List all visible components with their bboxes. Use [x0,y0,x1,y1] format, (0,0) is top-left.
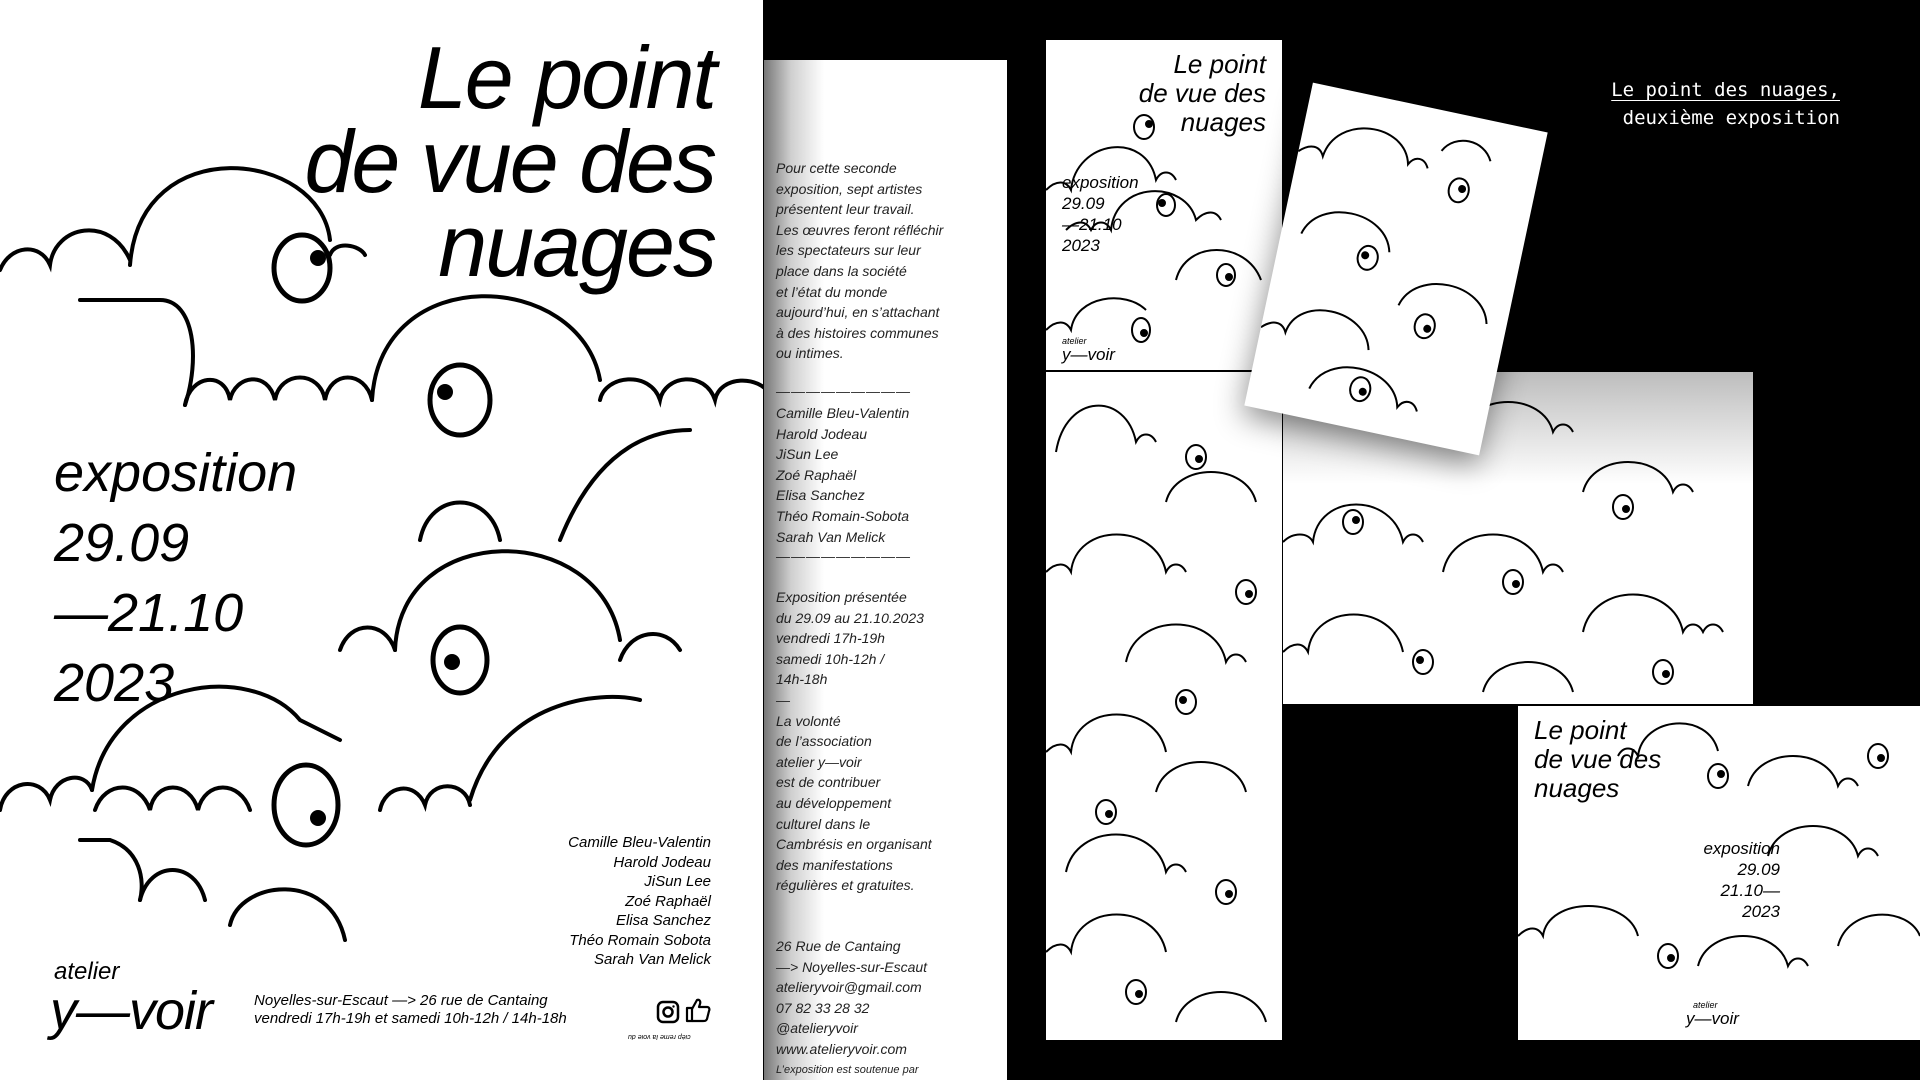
landscape-poster [1518,706,1920,1040]
artist-name: Zoé Raphaël [625,892,711,910]
artist-name: Sarah Van Melick [594,951,711,968]
artist-name: Elisa Sanchez [615,912,711,929]
intro-text: Pour cette seconde exposition, sept artistes présentent leur travail. Les œuvres feront réfléchir les spectateurs sur leur place dans la société et l’état du monde aujourd’hui, en s’attachant à des histoires communes ou intimes. [776,160,944,362]
title-line: Le point [417,28,715,127]
artist-list [451,833,711,970]
year: 2023 [1062,236,1100,255]
small-brand-top: atelier [1062,336,1087,346]
caption-line-2: deuxième exposition [1622,107,1840,129]
expo-label: exposition [1062,173,1139,192]
artist-name: Harold Jodeau [613,853,711,871]
title-line: de vue des [1534,744,1662,774]
title-line: nuages [1534,773,1620,803]
info-leaflet [764,60,1007,1080]
title-line: nuages [438,196,715,295]
landscape-brand-bottom: y—voir [1686,1009,1739,1028]
end-date: 21.10— [1720,881,1780,900]
brand-atelier: atelier [54,958,120,985]
exhibition-dates [54,438,297,718]
start-date: 29.09 [54,513,190,573]
caption [1570,76,1840,132]
title-line: Le point [1173,49,1266,79]
title-line: de vue des [1138,78,1266,108]
main-poster [0,0,763,1080]
caption-line-1: Le point des nuages, [1611,79,1840,101]
divider: ————————— [776,383,911,399]
credit-line: ciép reme la voie du [628,1033,691,1040]
contact-info: 26 Rue de Cantaing —> Noyelles-sur-Escaut atelieryvoir@gmail.com 07 82 33 28 32 @atelieryvoir www.atelieryvoir.com [776,938,928,1057]
leaflet-artists: Camille Bleu-Valentin Harold Jodeau JiSun Lee Zoé Raphaël Elisa Sanchez Théo Romain-Sobota Sarah Van Melick [776,405,910,545]
pattern-panel-left [1046,372,1282,1040]
small-poster [1046,40,1282,370]
year: 2023 [54,653,175,713]
expo-label: exposition [54,443,298,503]
landscape-dates [1703,838,1780,922]
small-brand-bottom: y—voir [1062,345,1115,364]
divider: ————————— [776,548,911,564]
artist-name: Camille Bleu-Valentin [568,834,711,851]
start-date: 29.09 [1062,194,1105,213]
artist-name: Théo Romain Sobota [569,931,711,949]
small-poster-title [1139,50,1266,137]
title-line: nuages [1180,107,1266,137]
start-date: 29.09 [1737,860,1780,879]
instagram-icon[interactable] [656,1000,680,1024]
expo-label: exposition [1703,839,1780,858]
end-date: —21.10 [54,583,244,643]
thumbs-up-icon[interactable] [684,996,712,1024]
poster-title [195,28,715,295]
artist-name: JiSun Lee [644,873,711,890]
cloud-pattern [1046,372,1282,1040]
hours-line: vendredi 17h-19h et samedi 10h-12h / 14h-18h [254,1010,567,1027]
year: 2023 [1742,902,1780,921]
end-date: —21.10 [1062,215,1122,234]
dates-and-mission: Exposition présentée du 29.09 au 21.10.2023 vendredi 17h-19h samedi 10h-12h / 14h-18h — La volonté de l’association atelier y—voir est de contribuer au développement culturel dans le Cambrésis en organisant des manifestations régulières et gratuites. [776,589,932,894]
address-line: Noyelles-sur-Escaut —> 26 rue de Cantaing [254,992,548,1009]
title-line: de vue des [304,112,715,211]
landscape-brand-top: atelier [1693,1000,1718,1010]
small-poster-dates [1062,172,1139,256]
landscape-title [1534,716,1661,803]
venue-address [254,992,567,1028]
brand-yvoir: y—voir [50,981,213,1041]
title-line: Le point [1534,715,1627,745]
support-note: L’exposition est soutenue par [776,1064,919,1076]
